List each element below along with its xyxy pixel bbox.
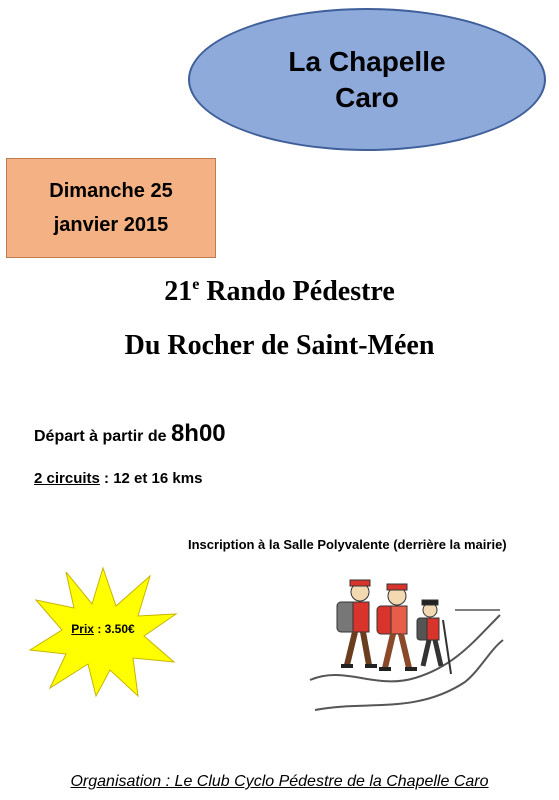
- town-name-ellipse: [188, 8, 546, 151]
- departure-label: Départ à partir de: [34, 428, 171, 445]
- date-line2: janvier 2015: [53, 214, 169, 236]
- circuits-label: 2 circuits: [34, 470, 100, 487]
- event-title-line2: Du Rocher de Saint-Méen: [124, 330, 435, 361]
- departure-info: [34, 420, 226, 448]
- date-line1: Dimanche 25: [49, 180, 173, 202]
- circuits-info: [34, 470, 202, 487]
- event-title-line1: [0, 276, 559, 308]
- hikers-illustration-icon: [305, 570, 505, 720]
- departure-time: 8h00: [170, 420, 226, 447]
- event-title-rest: Rando Pédestre: [199, 276, 395, 307]
- organizer-text: Organisation : Le Club Cyclo Pédestre de la Chapelle Caro: [70, 773, 489, 790]
- organizer-footer: [0, 773, 559, 791]
- circuits-distances: : 12 et 16 kms: [99, 470, 203, 487]
- registration-info: Inscription à la Salle Polyvalente (derrière la mairie): [188, 537, 507, 552]
- edition-number: 21: [164, 276, 193, 307]
- town-name-line2: Caro: [335, 81, 399, 113]
- price-value: : 3.50€: [93, 622, 135, 636]
- edition-superscript: e: [192, 276, 200, 293]
- town-name-line1: La Chapelle: [288, 45, 446, 77]
- price-label: Prix: [71, 622, 94, 636]
- price-info: [48, 622, 158, 636]
- date-box: [6, 158, 216, 258]
